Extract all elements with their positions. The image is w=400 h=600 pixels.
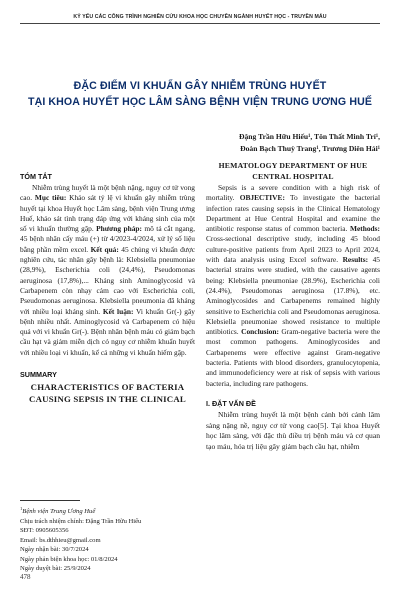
summary-title-part-2: HEMATOLOGY DEPARTMENT OF HUE CENTRAL HOSPITAL — [218, 161, 368, 181]
abstract-text: Khảo sát tỷ lệ vi khuẩn gây nhiễm trùng huyết tại khoa Huyết học Lâm sàng, bệnh viện Trung ương Huế, khảo sát tình trạng đáp ứng với kháng sinh của một số vi khuẩn thường gặp. — [20, 193, 195, 234]
abstract-results-label: Kết quả: — [90, 244, 119, 254]
authors-line-2: Đoàn Bạch Thuỳ Trang¹, Trương Diên Hải¹ — [240, 144, 380, 153]
affiliation-mark: 1 — [20, 506, 23, 511]
article-title-line-1: ĐẶC ĐIỂM VI KHUẨN GÂY NHIỄM TRÙNG HUYẾT — [73, 80, 327, 92]
summary-text: Gram-negative bacteria were the most common pathogens. Aminoglycosides and Carbapenems were effective against Gram-negative bacteria. Patients with blood disorders, granulocytopenia, and immunodeficiency were at risk of sepsis with various bacteria, including rare pathogens. — [206, 327, 380, 388]
intro-body: Nhiễm trùng huyết là một bệnh cảnh bởi cảnh lâm sàng nặng nề, nguy cơ tử vong cao[5]. Tại khoa Huyết học lâm sàng, với đặc thù điều trị bệnh máu và cơ quan tạo máu, hóa trị liệu gây giảm bạch cầu hạt, nhiễm — [206, 409, 380, 451]
abstract-body — [20, 183, 195, 358]
left-column — [20, 172, 195, 405]
abstract-methods-label: Phương pháp: — [96, 224, 142, 234]
summary-conclusion-label: Conclusion: — [241, 327, 279, 337]
summary-methods-label: Methods: — [350, 224, 380, 234]
abstract-aim-label: Mục tiêu: — [34, 193, 67, 203]
summary-title-part-1: CHARACTERISTICS OF BACTERIA CAUSING SEPSIS IN THE CLINICAL — [29, 382, 186, 405]
authors-line-1: Đặng Trần Hữu Hiếu¹, Tôn Thất Minh Trí¹, — [239, 132, 380, 141]
summary-heading: SUMMARY — [20, 370, 57, 380]
footnote — [20, 504, 195, 574]
abstract-text: mô tả cắt ngang, 45 bệnh nhân cấy máu (+) từ 4/2023-4/2024, xử lý số liệu bằng phần mềm excel. — [20, 224, 195, 254]
summary-text: Cross-sectional descriptive study, including 45 blood culture-positive patients from April 2023 to April 2024, with data analysis using Excel software. — [206, 234, 380, 265]
accepted-date: Ngày duyệt bài: 25/9/2024 — [20, 565, 91, 573]
summary-text: Sepsis is a severe condition with a high risk of mortality. — [206, 183, 380, 203]
summary-text: 45 bacterial strains were studied, with the causative agents being: Klebsiella pneumoniae (28.9%), Escherichia coli (24.4%), Pseudomonas aeruginosa (17.8%), etc. Aminoglycosides and Carbapenems remained highly sensitive to Escherichia coli and Pseudomonas aeruginosa. Klebsiella pneumoniae showed resistance to multiple antibiotics. — [206, 255, 380, 337]
summary-body — [206, 183, 380, 389]
summary-results-label: Results: — [342, 255, 369, 265]
abstract-heading: TÓM TẮT — [20, 172, 52, 181]
phone: SĐT: 0905605356 — [20, 527, 69, 535]
review-date: Ngày phản biện khoa học: 01/8/2024 — [20, 555, 118, 563]
abstract-conclusion-label: Kết luận: — [102, 306, 134, 316]
summary-text: To investigate the bacterial infection rates causing sepsis in the Clinical Hematology Department at Hue Central Hospital and examine the antibiotic response status of common bacteria. — [206, 193, 381, 234]
summary-objective-label: OBJECTIVE: — [239, 193, 285, 203]
corresponding-author: Chịu trách nhiệm chính: Đặng Trần Hữu Hiếu — [20, 517, 142, 525]
right-column — [206, 160, 380, 452]
abstract-text: Vi khuẩn Gr(-) gây bệnh nhiều nhất. Aminoglycosid và Carbapenem có hiệu quả với vi khuẩn Gr(-). Bệnh nhân bệnh máu có giảm bạch cầu hạt và giảm miễn dịch có nguy cơ nhiễm khuẩn huyết với nhiều loại vi khuẩn, kể cả những vi khuẩn hiếm gặp. — [20, 306, 195, 357]
intro-heading: I. ĐẶT VẤN ĐỀ — [206, 398, 256, 408]
email: Email: bs.dthhieu@gmail.com — [20, 536, 101, 544]
affiliation: Bệnh viện Trung Ương Huế — [22, 508, 96, 516]
footnote-divider — [20, 500, 80, 501]
running-head: KỶ YẾU CÁC CÔNG TRÌNH NGHIÊN CỨU KHOA HỌC CHUYÊN NGÀNH HUYẾT HỌC - TRUYỀN MÁU — [73, 14, 327, 20]
abstract-text: Nhiễm trùng huyết là một bệnh nặng, nguy cơ tử vong cao. — [20, 183, 195, 203]
abstract-text: 45 chủng vi khuẩn được nghiên cứu, tác nhân gây bệnh là: Klebsiella pneumoniae (28,9%), Escherichia coli (24,4%), Pseudomonas aeruginosa (17,8%),... Kháng sinh Aminoglycosid và Carbapenem còn nhạy cảm cao với Escherichia coli, Pseudomonas aeruginosa. Klebsiella pneumonia đã kháng với nhiều loại kháng sinh. — [20, 244, 196, 316]
page-number: 478 — [20, 573, 31, 581]
received-date: Ngày nhận bài: 30/7/2024 — [20, 546, 89, 554]
header-divider — [20, 23, 380, 24]
article-title-line-2: TẠI KHOA HUYẾT HỌC LÂM SÀNG BỆNH VIỆN TRUNG ƯƠNG HUẾ — [28, 96, 372, 108]
